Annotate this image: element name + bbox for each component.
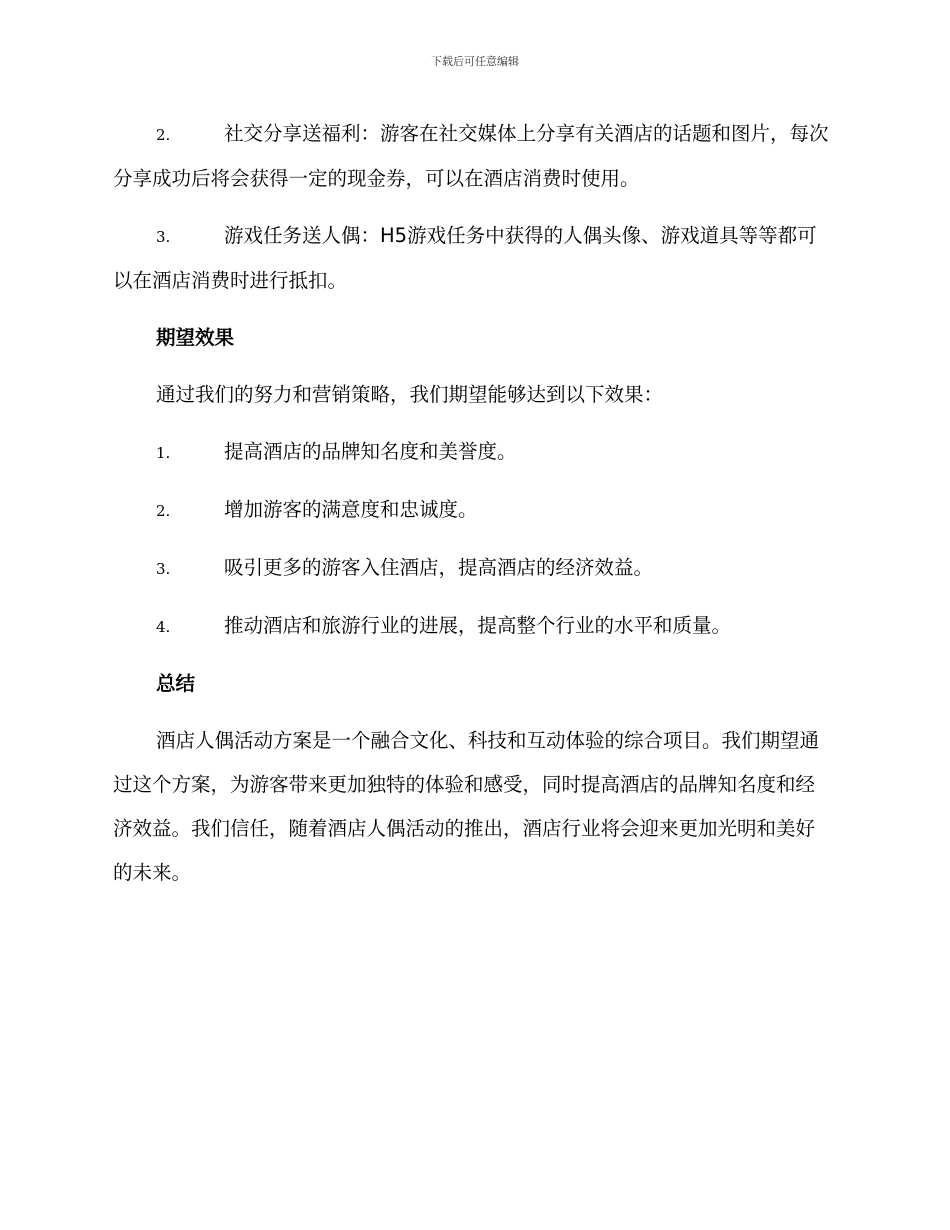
list-item: [113, 112, 833, 201]
list-item-text: 增加游客的满意度和忠诚度。: [224, 498, 478, 521]
list-item-text: 游戏任务送人偶：H5游戏任务中获得的人偶头像、游戏道具等等都可以在酒店消费时进行抵扣。: [113, 224, 817, 292]
list-item: [156, 604, 833, 649]
list-item-number: 2.: [156, 126, 171, 144]
list-item-text: 提高酒店的品牌知名度和美誉度。: [224, 440, 517, 463]
list-item: [156, 488, 833, 533]
list-item-text: 吸引更多的游客入住酒店，提高酒店的经济效益。: [224, 556, 654, 579]
list-item-number: 3.: [156, 560, 171, 578]
list-item-number: 4.: [156, 618, 171, 636]
section-heading-expected-effects: 期望效果: [156, 326, 235, 349]
list-item-number: 1.: [156, 444, 171, 462]
page-header-note: 下载后可任意编辑: [431, 55, 519, 68]
section-heading-summary: 总结: [156, 672, 196, 695]
list-item-text: 推动酒店和旅游行业的进展，提高整个行业的水平和质量。: [224, 614, 732, 637]
document-body: [113, 112, 833, 895]
list-item: [156, 546, 833, 591]
list-item: [156, 430, 833, 475]
list-item-number: 3.: [156, 228, 171, 246]
summary-paragraph: 酒店人偶活动方案是一个融合文化、科技和互动体验的综合项目。我们期望通过这个方案，为游客带来更加独特的体验和感受，同时提高酒店的品牌知名度和经济效益。我们信任，随着酒店人偶活动的推出，酒店行业将会迎来更加光明和美好的未来。: [113, 729, 820, 884]
list-item-text: 社交分享送福利：游客在社交媒体上分享有关酒店的话题和图片，每次分享成功后将会获得一定的现金券，可以在酒店消费时使用。: [113, 122, 829, 190]
section-intro: 通过我们的努力和营销策略，我们期望能够达到以下效果：: [156, 383, 664, 406]
list-item: [113, 214, 833, 303]
list-item-number: 2.: [156, 502, 171, 520]
